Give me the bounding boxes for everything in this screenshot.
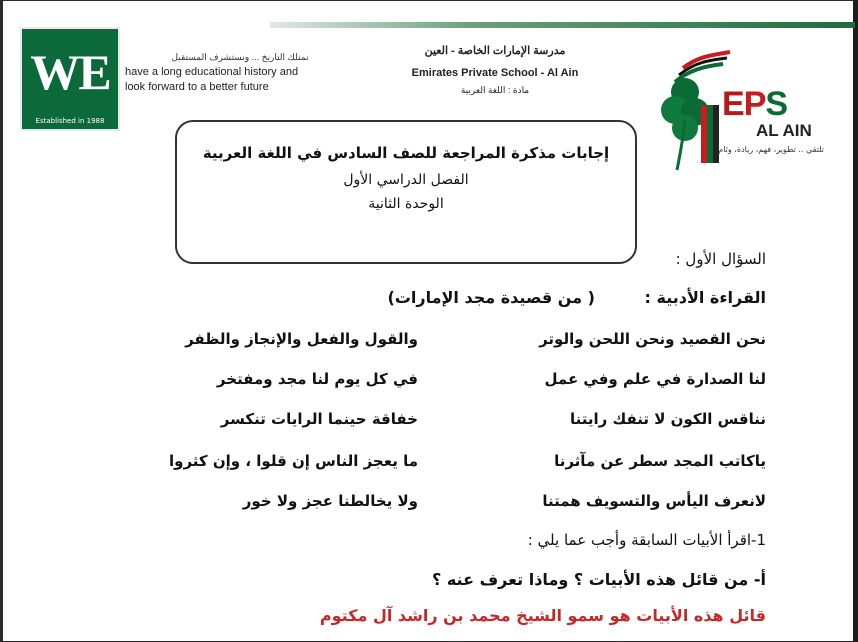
left-edge — [0, 0, 3, 642]
we-logo-text: WE — [30, 44, 110, 100]
reading-source: ( من قصيدة مجد الإمارات) — [387, 288, 595, 307]
school-info — [370, 44, 620, 96]
reading-label: القراءة الأدبية : — [644, 288, 766, 307]
verse-2-left: في كل يوم لنا مجد ومفتخر — [216, 370, 418, 388]
eps-city: AL AIN — [756, 121, 812, 140]
subject-ar: مادة : اللغة العربية — [460, 85, 530, 95]
tagline — [125, 50, 355, 95]
tagline-ar: نمتلك التاريخ ... ونستشرف المستقبل — [171, 52, 309, 62]
eps-p: P — [743, 85, 766, 123]
eps-letters — [722, 85, 787, 124]
school-name-ar: مدرسة الإمارات الخاصة - العين — [424, 45, 566, 57]
verse-1-left: والقول والفعل والإنجاز والظفر — [185, 330, 418, 348]
we-logo — [20, 27, 120, 131]
verse-1-right: نحن القصيد ونحن اللحن والوتر — [539, 330, 766, 348]
answer-a: قائل هذه الأبيات هو سمو الشيخ محمد بن راشد آل مكتوم — [319, 606, 766, 625]
right-edge — [853, 0, 858, 642]
tagline-en-2: look forward to a better future — [125, 81, 269, 93]
header-decor-line — [270, 22, 855, 28]
title-line-2: الفصل الدراسي الأول — [343, 172, 469, 188]
title-box — [175, 120, 637, 264]
verse-5-left: ولا يخالطنا عجز ولا خور — [242, 492, 418, 510]
question-a: أ- من قائل هذه الأبيات ؟ وماذا تعرف عنه ؟ — [432, 570, 766, 589]
verse-3-right: نناقس الكون لا تنفك رايتنا — [570, 410, 766, 428]
school-name-en: Emirates Private School - Al Ain — [411, 67, 579, 79]
question-label: السؤال الأول : — [675, 250, 766, 268]
reading-heading — [388, 288, 766, 307]
we-established: Established in 1988 — [35, 117, 105, 125]
eps-slogan: تلتقي .. تطوير، فهم، ريادة، وئام — [718, 145, 824, 154]
eps-s: S — [765, 85, 788, 123]
verse-4-right: ياكاتب المجد سطر عن مآثرنا — [554, 452, 766, 470]
verse-2-right: لنا الصدارة في علم وفي عمل — [544, 370, 766, 388]
title-line-3: الوحدة الثانية — [368, 196, 444, 212]
verse-5-right: لانعرف اليأس والتسويف همتنا — [542, 492, 766, 510]
tagline-en-1: have a long educational history and — [125, 66, 299, 78]
eps-e: E — [722, 85, 744, 123]
exercise-instruction: 1-اقرأ الأبيات السابقة وأجب عما يلي : — [527, 531, 766, 549]
verse-3-left: خفاقة حينما الرايات تنكسر — [220, 410, 418, 428]
verse-4-left: ما يعجز الناس إن قلوا ، وإن كثروا — [169, 452, 418, 470]
title-line-1: إجابات مذكرة المراجعة للصف السادس في اللغة العربية — [202, 144, 610, 162]
